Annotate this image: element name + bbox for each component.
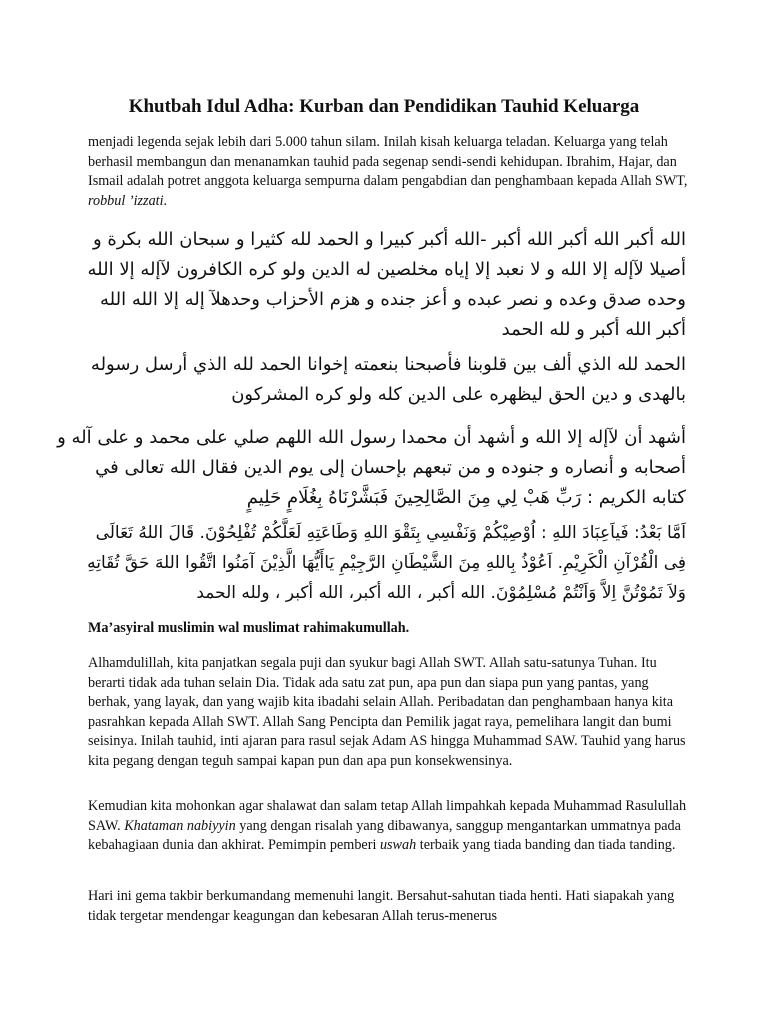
arabic-hamd-block (76, 350, 686, 410)
paragraph-alhamdulillah: Alhamdulillah, kita panjatkan segala puji dan syukur bagi Allah SWT. Allah satu-satunya Tuhan. Itu berarti tidak ada tuhan selain Dia. Tidak ada satu zat pun, apa pun dan siapa pun yang pantas, yang berhak, yang layak, dan yang wajib kita ibadahi selain Allah. Peribadatan dan penghambaan hanya kita pasrahkan kepada Allah SWT. Allah Sang Pencipta dan Pemilik jagat raya, pemelihara langit dan bumi seisinya. Inilah tauhid, inti ajaran para rasul sejak Adam AS hingga Muhammad SAW. Tauhid yang harus kita pegang dengan teguh sampai kapan pun dan apa pun konsekwensinya. (88, 655, 686, 769)
arabic-line: فِى الْقُرْآنِ الْكَرِيْمِ. اَعُوْذُ بِاللهِ مِنَ الشَّيْطَانِ الرَّجِيْمِ يَاأَيُّهَا الَّذِيْنَ آمَنُوا اتَّقُوا اللهَ حَقَّ تُقَاتِهِ (87, 553, 686, 573)
section-heading: Ma’asyiral muslimin wal muslimat rahimakumullah. (88, 620, 410, 636)
arabic-takbir-block (76, 225, 686, 345)
page-title: Khutbah Idul Adha: Kurban dan Pendidikan Tauhid Keluarga (128, 96, 640, 117)
arabic-wasiyat-block (76, 518, 686, 608)
arabic-line: الحمد لله الذي ألف بين قلوبنا فأصبحنا بنعمته إخوانا الحمد لله الذي أرسل رسوله (90, 354, 686, 375)
arabic-line: أشهد أن لآإله إلا الله و أشهد أن محمدا رسول الله اللهم صلي على محمد و على آله و (57, 427, 686, 448)
arabic-line: كتابه الكريم : رَبِّ هَبْ لِي مِنَ الصَّالِحِينَ فَبَشَّرْنَاهُ بِغُلَامٍ حَلِيمٍ (246, 487, 686, 508)
intro-text: menjadi legenda sejak lebih dari 5.000 tahun silam. Inilah kisah keluarga teladan. Keluarga yang telah berhasil membangun dan menanamkan tauhid pada segenap sendi-sendi kehidupan. Ibrahim, Hajar, dan Ismail adalah potret anggota keluarga sempurna dalam pengabdian dan penghambaan kepada Allah SWT, (88, 134, 688, 189)
intro-italic: robbul ’izzati (88, 192, 164, 209)
intro-end: . (163, 192, 168, 209)
intro-paragraph (88, 133, 688, 211)
arabic-shahada-block (57, 423, 686, 513)
arabic-line: الله أكبر الله أكبر الله أكبر -الله أكبر كبيرا و الحمد لله كثيرا و سبحان الله بكرة و (93, 229, 686, 250)
para2-italic: Khataman nabiyyin (124, 817, 236, 834)
arabic-line: وَلاَ تَمُوْتُنَّ اِلاَّ وَاَنْتُمْ مُسْلِمُوْنَ. الله أكبر ، الله أكبر، الله أكبر ، ولله الحمد (196, 583, 686, 603)
para2-text: yang dengan risalah yang dibawanya, sanggup mengantarkan ummatnya pada kebahagiaan dunia dan akhirat. Pemimpin pemberi (88, 817, 681, 853)
para2-text: Kemudian kita mohonkan agar shalawat dan salam tetap Allah limpahkah kepada Muhammad Rasulullah SAW. (88, 798, 687, 834)
para2-text: terbaik yang tiada banding dan tiada tanding. (416, 837, 676, 853)
arabic-line: أصيلا لآإله إلا الله و لا نعبد إلا إياه مخلصين له الدين ولو كره الكافرون لآإله إلا الله (87, 259, 686, 280)
paragraph-takbir: Hari ini gema takbir berkumandang memenuhi langit. Bersahut-sahutan tiada henti. Hati siapakah yang tidak tergetar mendengar keagungan dan kebesaran Allah terus-menerus (88, 888, 675, 924)
arabic-line: أصحابه و أنصاره و جنوده و من تبعهم بإحسان إلى يوم الدين فقال الله تعالى في (95, 457, 686, 478)
para2-italic: uswah (379, 837, 417, 853)
arabic-line: أكبر الله أكبر و لله الحمد (501, 319, 686, 340)
arabic-line: اَمَّا بَعْدُ: فَياَعِبَادَ اللهِ : اُوْصِيْكُمْ وَنَفْسِي بِتَقْوَ اللهِ وَطَاعَتِهِ لَعَلَّكُمْ تُفْلِحُوْنَ. قَالَ اللهُ تَعَالَى (95, 523, 686, 543)
arabic-line: بالهدى و دين الحق ليظهره على الدين كله ولو كره المشركون (231, 384, 686, 405)
arabic-line: وحده صدق وعده و نصر عبده و أعز جنده و هزم الأحزاب وحدهلآ إله إلا الله الله (100, 289, 686, 310)
paragraph-shalawat (88, 797, 688, 856)
